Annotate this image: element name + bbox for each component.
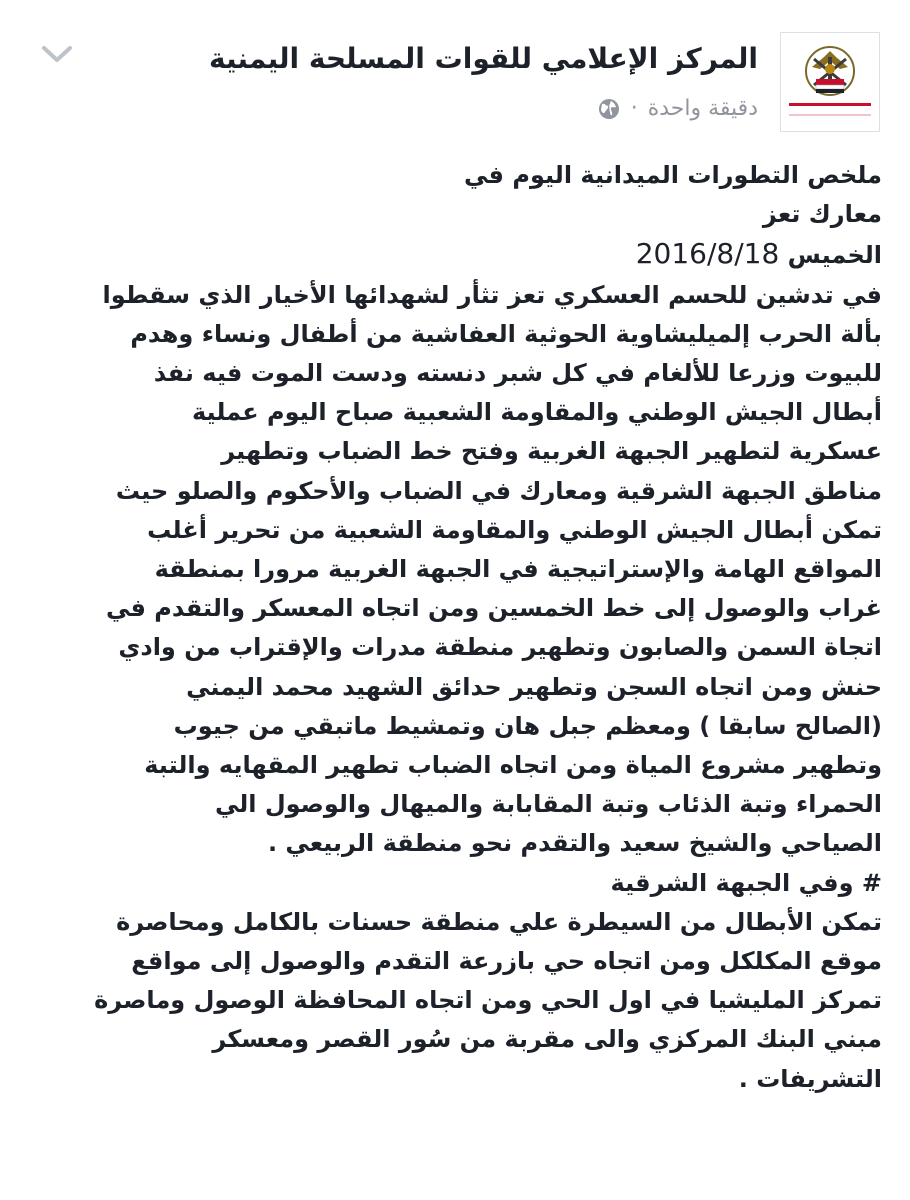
post-header xyxy=(0,20,910,140)
body-line: للبيوت وزرعا للألغام في كل شبر دنسته ودست الموت فيه نفذ xyxy=(153,359,882,388)
chevron-down-icon xyxy=(40,42,74,66)
page-name-link[interactable]: المركز الإعلامي للقوات المسلحة اليمنية xyxy=(209,42,758,75)
post-timestamp[interactable]: دقيقة واحدة xyxy=(647,96,758,121)
post-title-line-2: معارك تعز xyxy=(762,200,882,229)
meta-separator: · xyxy=(630,96,638,121)
page-avatar[interactable] xyxy=(780,32,880,132)
post-meta xyxy=(597,96,758,121)
body-line: اتجاة السمن والصابون وتطهير منطقة مدرات والإقتراب من وادي xyxy=(118,633,882,662)
post-text xyxy=(28,156,882,1099)
body-line: الحمراء وتبة الذئاب وتبة المقابابة والميهال والوصول الي xyxy=(214,790,882,819)
body-line: وتطهير مشروع المياة ومن اتجاه الضباب تطهير المقهايه والتبة xyxy=(144,751,882,780)
body-line: أبطال الجيش الوطني والمقاومة الشعبية صباح اليوم عملية xyxy=(192,398,882,427)
body-line: عسكرية لتطهير الجبهة الغربية وفتح خط الضباب وتطهير xyxy=(221,437,882,466)
body-line: غراب والوصول إلى خط الخمسين ومن اتجاه المعسكر والتقدم في xyxy=(105,594,882,623)
body-line: تمكن الأبطال من السيطرة علي منطقة حسنات بالكامل ومحاصرة xyxy=(116,907,882,936)
body-line: في تدشين للحسم العسكري تعز تثأر لشهدائها الأخيار الذي سقطوا xyxy=(102,280,882,309)
post-title-line: ملخص التطورات الميدانية اليوم في xyxy=(464,161,882,189)
globe-icon[interactable] xyxy=(597,97,621,121)
date-weekday: الخميس xyxy=(787,241,882,270)
body-line: تمكن أبطال الجيش الوطني والمقاومة الشعبية من تحرير أغلب xyxy=(147,515,882,544)
body-line: مناطق الجبهة الشرقية ومعارك في الضباب والأحكوم والصلو حيث xyxy=(115,476,882,505)
armed-forces-logo xyxy=(781,33,879,131)
body-line: مبني البنك المركزي والى مقربة من سُور القصر ومعسكر xyxy=(212,1025,882,1054)
body-line: بألة الحرب إلميليشاوية الحوثية العفاشية من أطفال ونساء وهدم xyxy=(130,319,882,348)
body-line: الصياحي والشيخ سعيد والتقدم نحو منطقة الربيعي . xyxy=(267,829,882,858)
post-date-line xyxy=(28,234,882,275)
body-line: المواقع الهامة والإستراتيجية في الجبهة الغربية مرورا بمنطقة xyxy=(154,555,882,584)
body-line: التشريفات . xyxy=(738,1064,882,1093)
hashtag-line[interactable]: # وفي الجبهة الشرقية xyxy=(610,868,882,897)
post-options-button[interactable] xyxy=(40,42,74,66)
body-line: حنش ومن اتجاه السجن وتطهير حدائق الشهيد محمد اليمني xyxy=(186,672,882,701)
date-value: 2016/8/18 xyxy=(635,237,780,271)
body-line: موقع المكلكل ومن اتجاه حي بازرعة التقدم والوصول إلى مواقع xyxy=(131,947,882,976)
body-line: تمركز المليشيا في اول الحي ومن اتجاه المحافظة الوصول وماصرة xyxy=(94,986,882,1015)
body-line: (الصالح سابقا ) ومعظم جبل هان وتمشيط ماتبقي من جيوب xyxy=(173,711,882,740)
